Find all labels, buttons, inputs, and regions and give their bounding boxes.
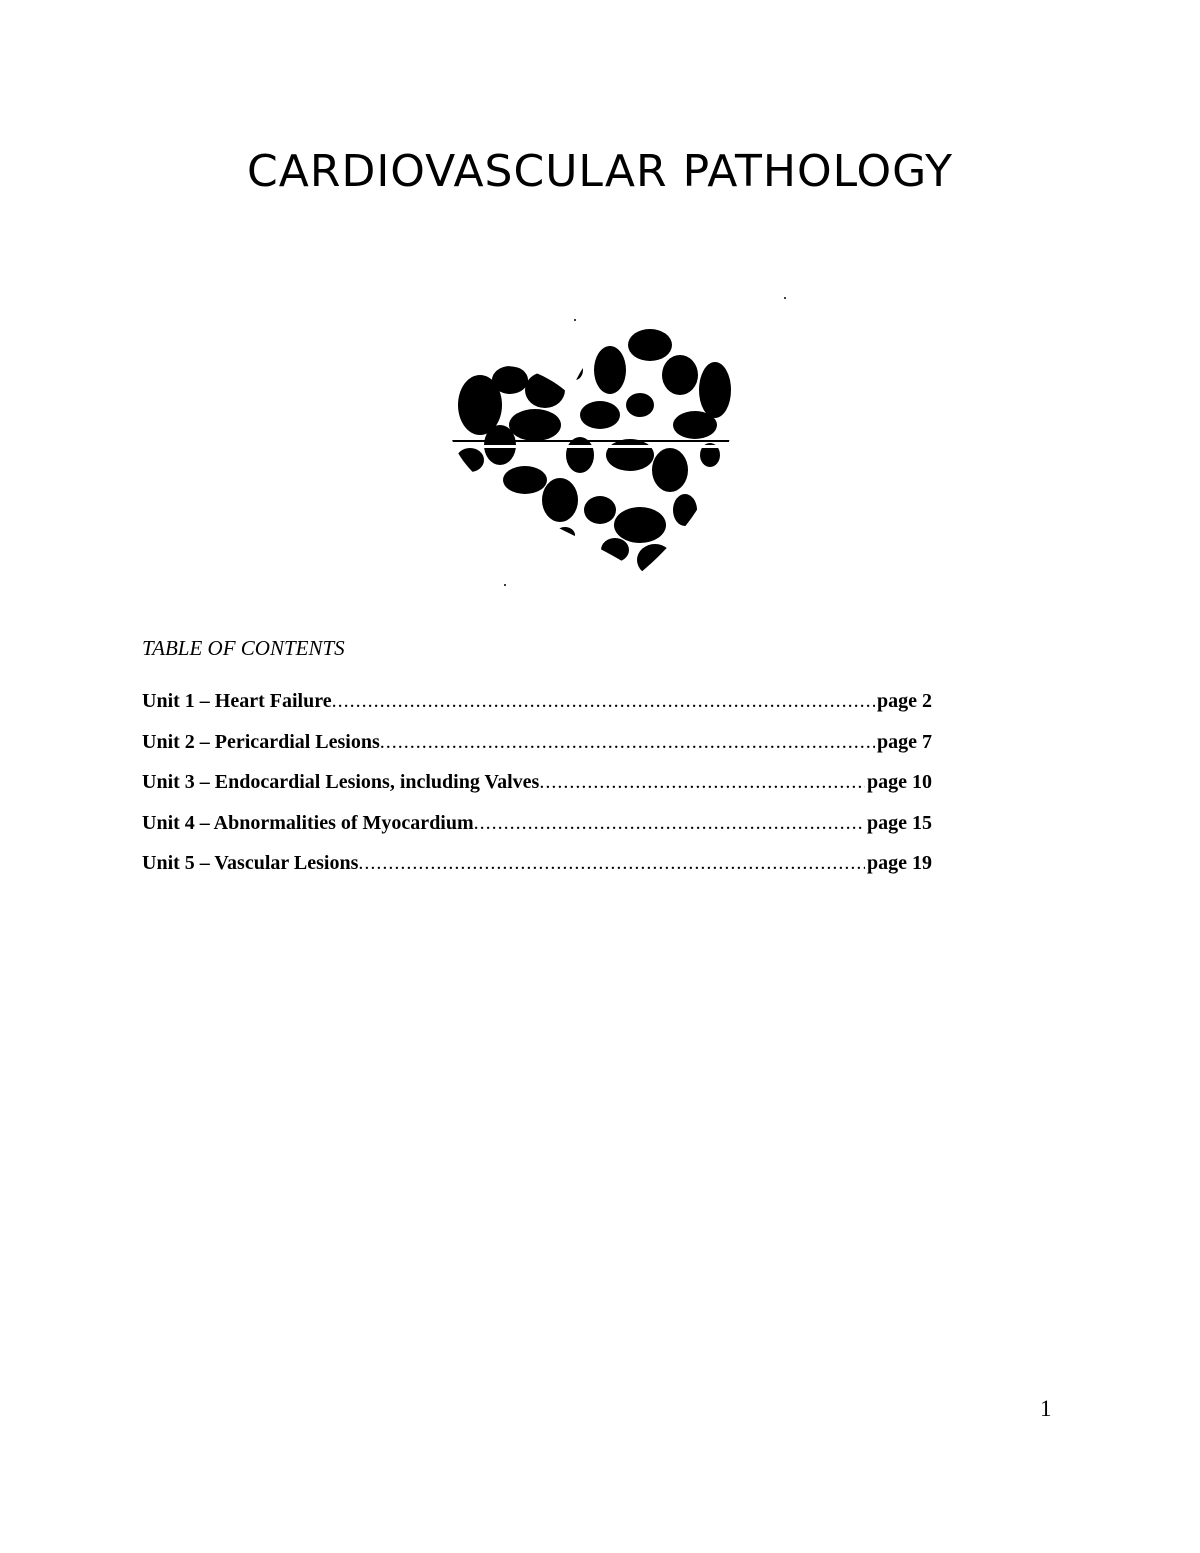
dot-leader — [358, 852, 865, 875]
heart-pattern-icon — [440, 295, 800, 595]
toc-entry-unit-5[interactable] — [142, 852, 932, 893]
table-of-contents — [142, 690, 932, 893]
toc-entry-label: Unit 3 – Endocardial Lesions, including Valves — [142, 771, 540, 793]
toc-entry-page: page 19 — [867, 852, 932, 874]
toc-entry-page: page 7 — [877, 730, 932, 753]
page-number: 1 — [1040, 1396, 1052, 1421]
toc-heading: TABLE OF CONTENTS — [142, 636, 345, 660]
dot-leader — [332, 690, 875, 713]
toc-entry-unit-1[interactable] — [142, 690, 932, 731]
toc-entry-page: page 2 — [877, 690, 932, 712]
toc-entry-unit-3[interactable] — [142, 771, 932, 812]
toc-entry-page: page 15 — [867, 811, 932, 834]
toc-entry-label: Unit 5 – Vascular Lesions — [142, 852, 359, 874]
dot-leader — [539, 771, 865, 794]
toc-entry-page: page 10 — [867, 771, 932, 793]
dot-leader — [474, 812, 865, 835]
toc-entry-label: Unit 4 – Abnormalities of Myocardium — [142, 811, 474, 834]
page-title: CARDIOVASCULAR PATHOLOGY — [247, 146, 953, 197]
toc-entry-label: Unit 2 – Pericardial Lesions — [142, 730, 380, 753]
toc-entry-label: Unit 1 – Heart Failure — [142, 690, 332, 712]
dot-leader — [380, 731, 875, 754]
toc-entry-unit-2[interactable] — [142, 731, 932, 772]
toc-entry-unit-4[interactable] — [142, 812, 932, 853]
